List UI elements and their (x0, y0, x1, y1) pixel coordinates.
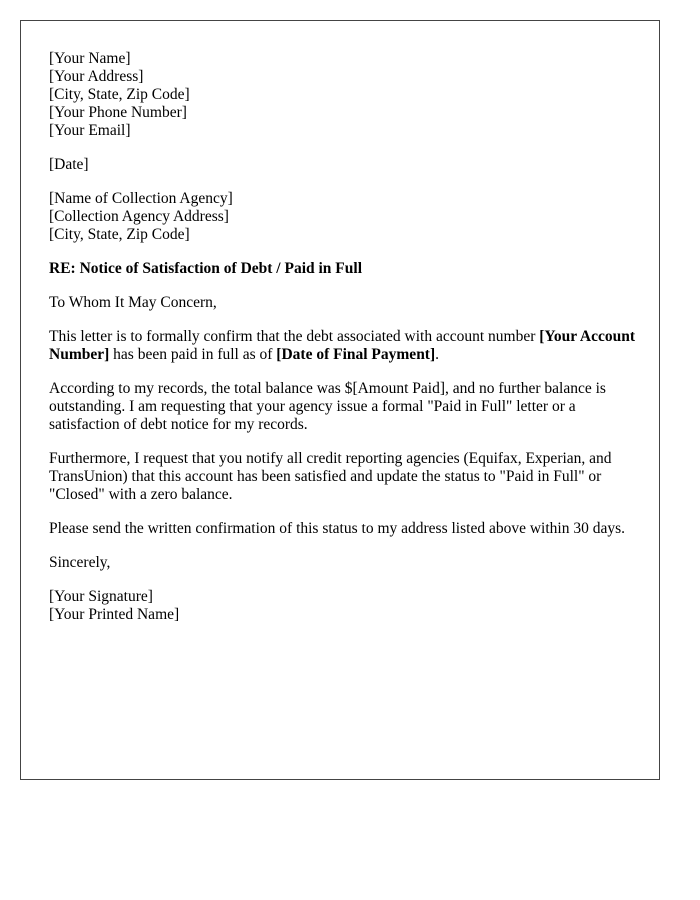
recipient-block (49, 190, 639, 244)
date-block (49, 156, 639, 174)
recipient-name: [Name of Collection Agency] (49, 190, 233, 207)
closing: Sincerely, (49, 554, 111, 571)
final-payment-date: [Date of Final Payment] (276, 346, 436, 363)
sender-phone: [Your Phone Number] (49, 104, 187, 121)
sender-city-state-zip: [City, State, Zip Code] (49, 86, 190, 103)
signature-block (49, 588, 639, 624)
paragraph-request: Please send the written confirmation of this status to my address listed above within 30 days. (49, 520, 625, 537)
printed-name: [Your Printed Name] (49, 606, 180, 623)
paragraph1-text-a: This letter is to formally confirm that the debt associated with account number (49, 328, 540, 345)
sender-block (49, 50, 639, 140)
paragraph-balance: According to my records, the total balance was $[Amount Paid], and no further balance is outstanding. I am requesting that your agency issue a formal "Paid in Full" letter or a satisfaction of debt notice for my records. (49, 380, 606, 433)
paragraph-confirmation (49, 328, 639, 364)
salutation: To Whom It May Concern, (49, 294, 217, 311)
subject-line: RE: Notice of Satisfaction of Debt / Paid in Full (49, 260, 362, 277)
paragraph1-text-c: . (435, 346, 440, 363)
recipient-address: [Collection Agency Address] (49, 208, 229, 225)
signature: [Your Signature] (49, 588, 153, 605)
account-number: [Your Account Number] (49, 328, 635, 363)
sender-email: [Your Email] (49, 122, 131, 139)
sender-name: [Your Name] (49, 50, 131, 67)
letter-page (20, 20, 660, 780)
letter-date: [Date] (49, 156, 89, 173)
sender-address: [Your Address] (49, 68, 144, 85)
letter-content (49, 50, 639, 640)
recipient-city-state-zip: [City, State, Zip Code] (49, 226, 190, 243)
paragraph1-text-b: has been paid in full as of (109, 346, 277, 363)
paragraph-credit-agencies: Furthermore, I request that you notify all credit reporting agencies (Equifax, Experian, and TransUnion) that this account has been satisfied and update the status to "Paid in Full" or "Closed" with a zero balance. (49, 450, 612, 503)
